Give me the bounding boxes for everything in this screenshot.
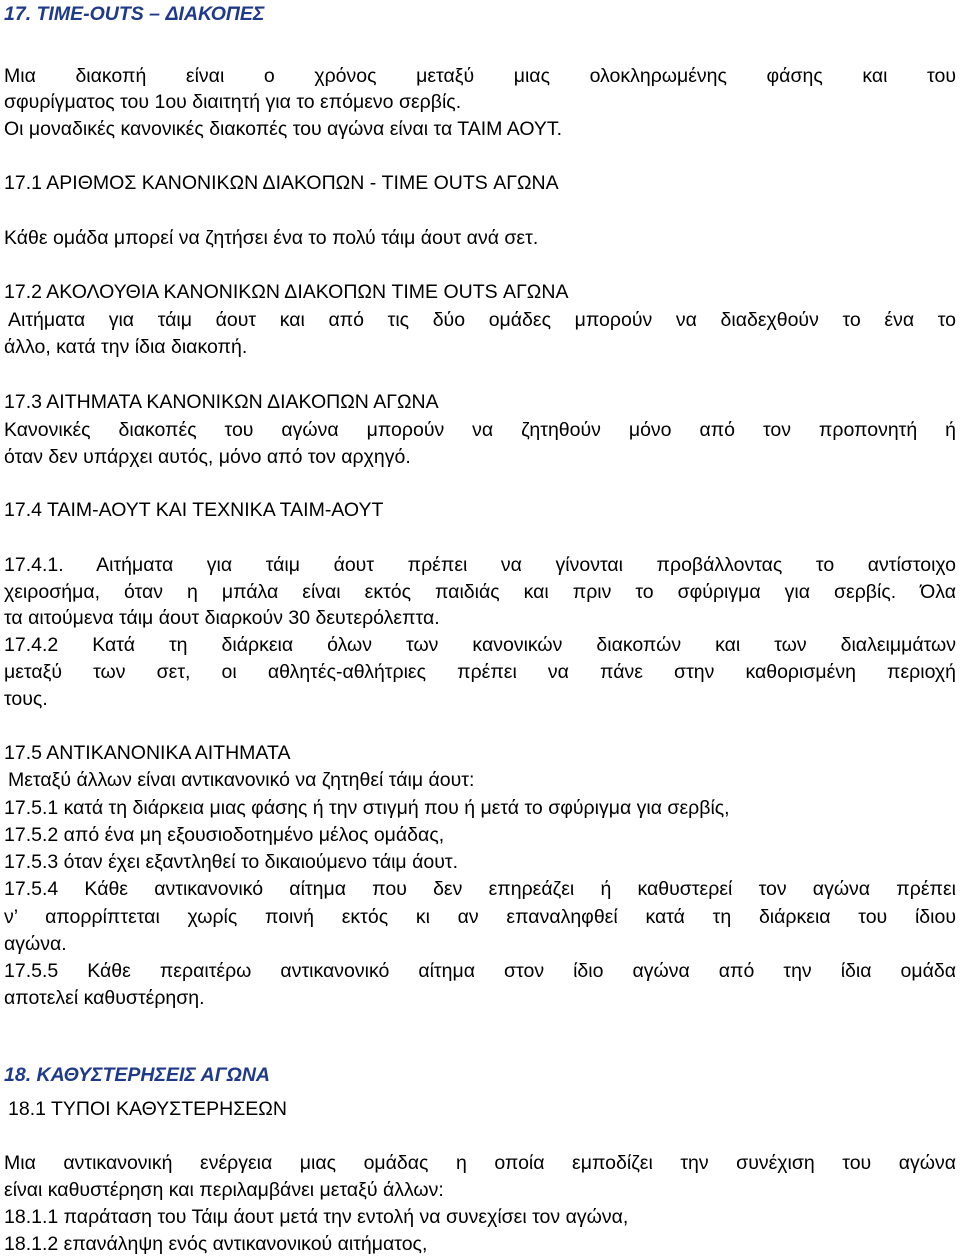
paragraph-17-1: Κάθε ομάδα μπορεί να ζητήσει ένα το πολύ τάιμ άουτ ανά σετ. — [4, 227, 539, 249]
paragraph-17-2-line-2: άλλο, κατά την ίδια διακοπή. — [4, 336, 248, 358]
paragraph-17-4-1-line-3: τα αιτούμενα τάιμ άουτ διαρκούν 30 δευτερόλεπτα. — [4, 607, 440, 629]
heading-18-1: 18.1 ΤΥΠΟΙ ΚΑΘΥΣΤΕΡΗΣΕΩΝ — [8, 1098, 287, 1120]
heading-17-4: 17.4 ΤΑΙΜ-ΑΟΥΤ ΚΑΙ ΤΕΧΝΙΚΑ ΤΑΙΜ-ΑΟΥΤ — [4, 499, 384, 521]
paragraph-17-5-3: 17.5.3 όταν έχει εξαντληθεί το δικαιούμενο τάιμ άουτ. — [4, 851, 458, 873]
section-17-title: 17. TIME-OUTS – ΔΙΑΚΟΠΕΣ — [4, 3, 265, 25]
paragraph-18-1-line-2: είναι καθυστέρηση και περιλαμβάνει μεταξύ άλλων: — [4, 1179, 444, 1201]
heading-17-2: 17.2 ΑΚΟΛΟΥΘΙΑ ΚΑΝΟΝΙΚΩΝ ΔΙΑΚΟΠΩΝ TIME OUTS ΑΓΩΝΑ — [4, 281, 569, 303]
section-18-title: 18. ΚΑΘΥΣΤΕΡΗΣΕΙΣ ΑΓΩΝΑ — [4, 1064, 270, 1086]
paragraph-17-5-5-line-2: αποτελεί καθυστέρηση. — [4, 987, 205, 1009]
intro-line-2: σφυρίγματος του 1ου διαιτητή για το επόμενο σερβίς. — [4, 91, 462, 113]
paragraph-17-5-4-line-1: 17.5.4 Κάθε αντικανονικό αίτημα που δεν επηρεάζει ή καθυστερεί τον αγώνα πρέπει — [4, 878, 956, 900]
paragraph-17-4-1-line-2: χειροσήμα, όταν η μπάλα είναι εκτός παιδιάς και πριν το σφύριγμα για σερβίς. Όλα — [4, 581, 956, 603]
heading-17-5: 17.5 ΑΝΤΙΚΑΝΟΝΙΚΑ ΑΙΤΗΜΑΤΑ — [4, 742, 291, 764]
paragraph-17-3-line-1: Κανονικές διακοπές του αγώνα μπορούν να ζητηθούν μόνο από τον προπονητή ή — [4, 419, 956, 441]
paragraph-18-1-2: 18.1.2 επανάληψη ενός αντικανονικού αιτήματος, — [4, 1233, 428, 1255]
paragraph-18-1-line-1: Μια αντικανονική ενέργεια μιας ομάδας η οποία εμποδίζει την συνέχιση του αγώνα — [4, 1152, 956, 1174]
intro-line-1: Μια διακοπή είναι ο χρόνος μεταξύ μιας ολοκληρωμένης φάσης και του — [4, 65, 956, 87]
paragraph-17-2-line-1: Αιτήματα για τάιμ άουτ και από τις δύο ομάδες μπορούν να διαδεχθούν το ένα το — [8, 309, 956, 331]
heading-17-3: 17.3 ΑΙΤΗΜΑΤΑ ΚΑΝΟΝΙΚΩΝ ΔΙΑΚΟΠΩΝ ΑΓΩΝΑ — [4, 391, 439, 413]
paragraph-17-5-4-line-3: αγώνα. — [4, 933, 67, 955]
paragraph-17-3-line-2: όταν δεν υπάρχει αυτός, μόνο από τον αρχηγό. — [4, 446, 411, 468]
paragraph-17-5-1: 17.5.1 κατά τη διάρκεια μιας φάσης ή την στιγμή που ή μετά το σφύριγμα για σερβίς, — [4, 797, 730, 819]
paragraph-17-5-2: 17.5.2 από ένα μη εξουσιοδοτημένο μέλος ομάδας, — [4, 824, 445, 846]
paragraph-17-5-intro: Μεταξύ άλλων είναι αντικανονικό να ζητηθεί τάιμ άουτ: — [8, 769, 475, 791]
paragraph-18-1-1: 18.1.1 παράταση του Τάιμ άουτ μετά την εντολή να συνεχίσει τον αγώνα, — [4, 1206, 629, 1228]
paragraph-17-4-2-line-2: μεταξύ των σετ, οι αθλητές-αθλήτριες πρέπει να πάνε στην καθορισμένη περιοχή — [4, 661, 956, 683]
paragraph-17-5-4-line-2: ν’ απορρίπτεται χωρίς ποινή εκτός κι αν επαναληφθεί κατά τη διάρκεια του ίδιου — [4, 906, 956, 928]
paragraph-17-4-2-line-1: 17.4.2 Κατά τη διάρκεια όλων των κανονικών διακοπών και των διαλειμμάτων — [4, 634, 956, 656]
paragraph-17-4-2-line-3: τους. — [4, 688, 48, 710]
intro-line-3: Οι μοναδικές κανονικές διακοπές του αγώνα είναι τα ΤΑΙΜ ΑΟΥΤ. — [4, 118, 563, 140]
paragraph-17-5-5-line-1: 17.5.5 Κάθε περαιτέρω αντικανονικό αίτημα στον ίδιο αγώνα από την ίδια ομάδα — [4, 960, 956, 982]
heading-17-1: 17.1 ΑΡΙΘΜΟΣ ΚΑΝΟΝΙΚΩΝ ΔΙΑΚΟΠΩΝ - TIME OUTS ΑΓΩΝΑ — [4, 172, 559, 194]
paragraph-17-4-1-line-1: 17.4.1. Αιτήματα για τάιμ άουτ πρέπει να γίνονται προβάλλοντας το αντίστοιχο — [4, 554, 956, 576]
